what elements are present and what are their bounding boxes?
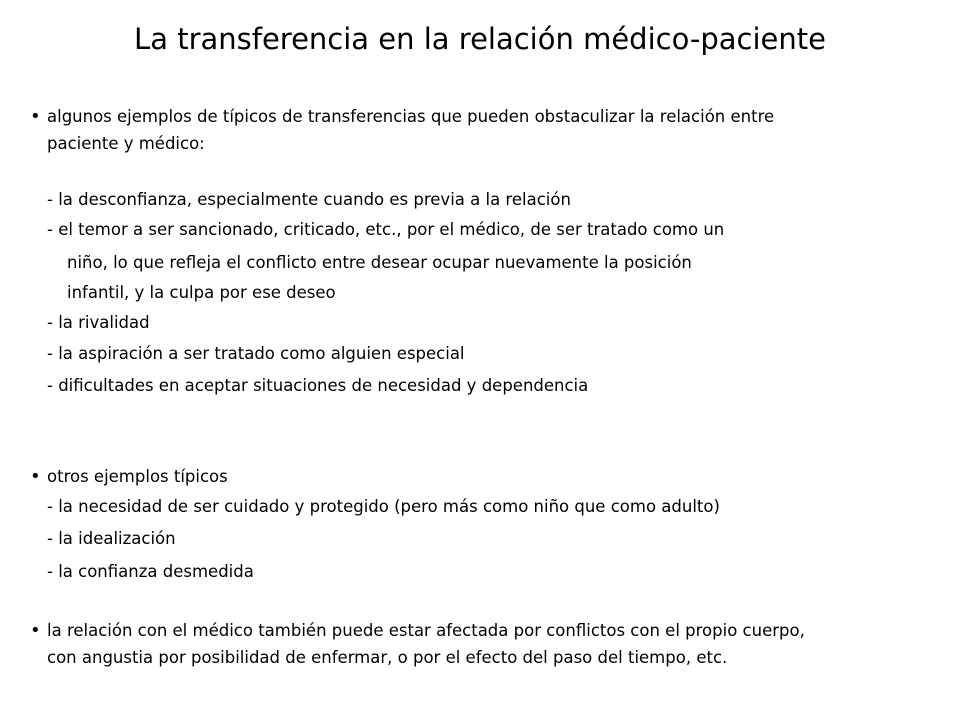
slide-title: La transferencia en la relación médico-paciente [134,22,826,56]
bullet-point: • [30,620,41,641]
section2-list-item: - la necesidad de ser cuidado y protegido (pero más como niño que como adulto) [47,497,720,516]
section1-text-line: paciente y médico: [47,134,205,153]
section1-list-item: - dificultades en aceptar situaciones de necesidad y dependencia [47,376,589,395]
section1-list-item: - el temor a ser sancionado, criticado, etc., por el médico, de ser tratado como un [47,220,725,239]
section1-list-item: - la rivalidad [47,313,150,332]
section1-list-item-continuation: infantil, y la culpa por ese deseo [67,283,336,302]
section1-list-item: - la aspiración a ser tratado como alguien especial [47,344,465,363]
bullet-point: • [30,106,41,127]
section1-text-line: algunos ejemplos de típicos de transferencias que pueden obstaculizar la relación entre [47,107,775,126]
section3-text-line: la relación con el médico también puede estar afectada por conflictos con el propio cuerpo, [47,621,805,640]
section2-list-item: - la idealización [47,529,176,548]
bullet-point: • [30,466,41,487]
section3-text-line: con angustia por posibilidad de enfermar, o por el efecto del paso del tiempo, etc. [47,648,728,667]
section2-list-item: - la confianza desmedida [47,562,254,581]
section2-heading: otros ejemplos típicos [47,467,228,486]
section1-list-item: - la desconfianza, especialmente cuando es previa a la relación [47,190,571,209]
section1-list-item-continuation: niño, lo que refleja el conflicto entre desear ocupar nuevamente la posición [67,253,692,272]
